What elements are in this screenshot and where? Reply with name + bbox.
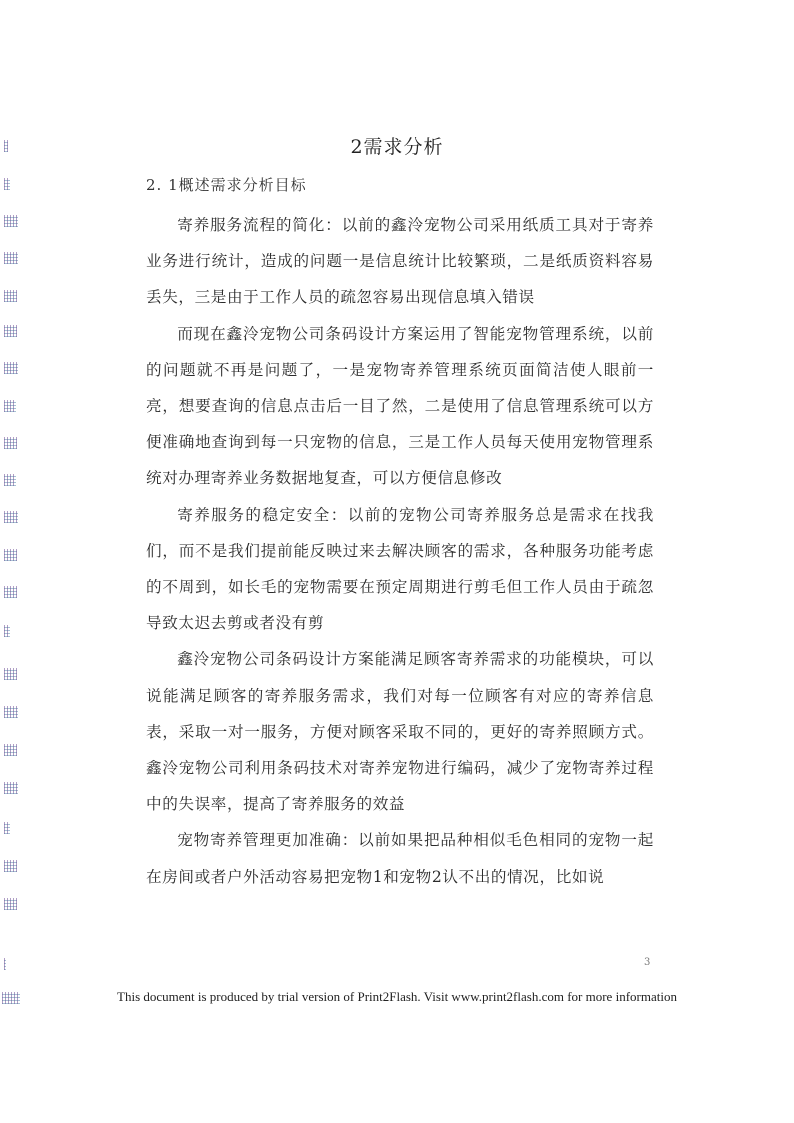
- scan-mark: [4, 178, 10, 190]
- section-heading: 2. 1概述需求分析目标: [146, 176, 307, 194]
- scan-mark: [4, 782, 18, 794]
- scan-artifact-margin: [0, 0, 30, 1123]
- scan-mark: [4, 437, 17, 449]
- scan-mark: [4, 668, 17, 680]
- scan-mark: [4, 215, 18, 227]
- scan-mark: [4, 822, 10, 834]
- scan-mark: [4, 252, 18, 264]
- scan-mark: [4, 474, 16, 486]
- scan-mark: [4, 706, 18, 718]
- scan-mark: [4, 586, 17, 598]
- scan-mark: [4, 958, 6, 970]
- paragraph: 寄养服务的稳定安全：以前的宠物公司寄养服务总是需求在找我们，而不是我们提前能反映过来去解决顾客的需求，各种服务功能考虑的不周到，如长毛的宠物需要在预定周期进行剪毛但工作人员由于疏忽导致太迟去剪或者没有剪: [146, 505, 654, 633]
- body-text: [146, 207, 654, 895]
- paragraph: 寄养服务流程的简化：以前的鑫泠宠物公司采用纸质工具对于寄养业务进行统计，造成的问题一是信息统计比较繁琐，二是纸质资料容易丢失，三是由于工作人员的疏忽容易出现信息填入错误: [146, 216, 654, 307]
- paragraph: 宠物寄养管理更加准确：以前如果把品种相似毛色相同的宠物一起在房间或者户外活动容易把宠物1和宠物2认不出的情况，比如说: [146, 831, 654, 886]
- scan-mark: [4, 744, 17, 756]
- paragraph: 而现在鑫泠宠物公司条码设计方案运用了智能宠物管理系统，以前的问题就不再是问题了，一是宠物寄养管理系统页面简洁使人眼前一亮，想要查询的信息点击后一目了然，二是使用了信息管理系统可以方便准确地查询到每一只宠物的信息，三是工作人员每天使用宠物管理系统对办理寄养业务数据地复查，可以方便信息修改: [146, 324, 654, 488]
- trial-watermark-footer: This document is produced by trial version of Print2Flash. Visit www.print2flash.com for more information: [117, 989, 677, 1004]
- scan-mark: [4, 625, 10, 637]
- scan-mark: [4, 511, 18, 523]
- scan-mark: [4, 549, 17, 561]
- scan-mark: [4, 860, 17, 872]
- page-number: 3: [644, 957, 651, 968]
- scan-mark: [4, 898, 17, 910]
- chapter-title: 2需求分析: [350, 136, 444, 158]
- scan-mark: [4, 400, 16, 412]
- scan-mark: [4, 325, 17, 337]
- scan-mark: [4, 290, 17, 302]
- paragraph: 鑫泠宠物公司条码设计方案能满足顾客寄养需求的功能模块，可以说能满足顾客的寄养服务需求，我们对每一位顾客有对应的寄养信息表，采取一对一服务，方便对顾客采取不同的，更好的寄养照顾方式。鑫泠宠物公司利用条码技术对寄养宠物进行编码，减少了宠物寄养过程中的失误率，提高了寄养服务的效益: [146, 650, 654, 814]
- scan-mark: [4, 362, 18, 374]
